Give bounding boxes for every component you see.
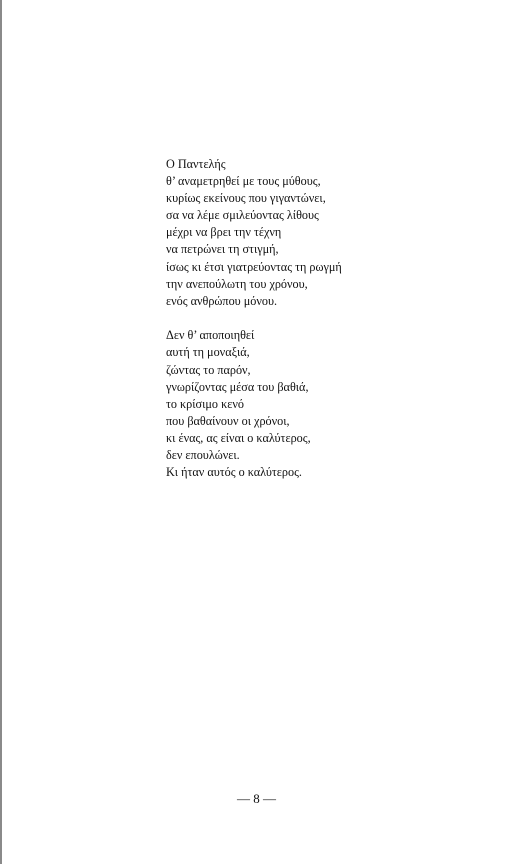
- poem-line: θ’ αναμετρηθεί με τους μύθους,: [166, 174, 321, 189]
- poem-line: κυρίως εκείνους που γιγαντώνει,: [166, 191, 326, 206]
- poem-line: που βαθαίνουν οι χρόνοι,: [166, 413, 290, 428]
- poem-line: να πετρώνει τη στιγμή,: [166, 242, 279, 257]
- stanza-2: [166, 327, 486, 481]
- poem-line: ίσως κι έτσι γιατρεύοντας τη ρωγμή: [166, 259, 342, 274]
- page-number: — 8 —: [237, 791, 276, 806]
- poem-line: ενός ανθρώπου μόνου.: [166, 293, 278, 308]
- poem: [166, 156, 486, 481]
- poem-line: μέχρι να βρει την τέχνη: [166, 225, 282, 240]
- poem-line: σα να λέμε σμιλεύοντας λίθους: [166, 208, 319, 223]
- poem-line: Ο Παντελής: [166, 157, 226, 171]
- poem-line: αυτή τη μοναξιά,: [166, 345, 250, 360]
- poem-line: Δεν θ’ αποποιηθεί: [166, 328, 255, 343]
- poem-line: Κι ήταν αυτός ο καλύτερος.: [166, 465, 302, 480]
- poem-line: γνωρίζοντας μέσα του βαθιά,: [166, 379, 309, 394]
- poem-line: δεν επουλώνει.: [166, 448, 240, 462]
- poem-line: την ανεπούλωτη του χρόνου,: [166, 276, 308, 291]
- poem-line: ζώντας το παρόν,: [166, 362, 251, 377]
- poem-line: κι ένας, ας είναι ο καλύτερος,: [166, 430, 311, 445]
- poem-line: το κρίσιμο κενό: [166, 396, 244, 411]
- stanza-1: [166, 156, 486, 310]
